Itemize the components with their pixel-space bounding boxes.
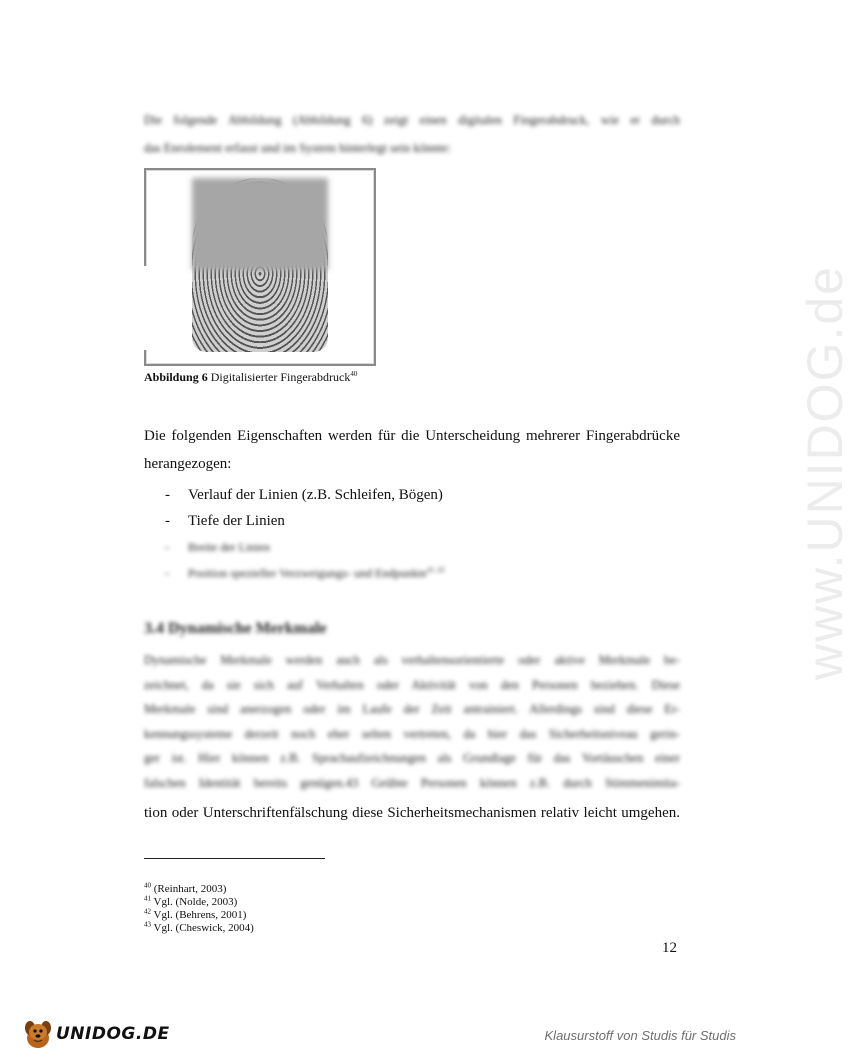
footnotes: [144, 883, 254, 935]
list-item: - Verlauf der Linien (z.B. Schleifen, Bögen): [165, 487, 443, 503]
intro-line-1: Die folgende Abbildung (Abbildung 6) zeigt einen digitalen Fingerabdruck, wie er durch: [144, 113, 680, 127]
paragraph-line: Merkmale sind anerzogen oder im Laufe der Zeit antrainiert. Allerdings sind diese Er-: [144, 702, 680, 716]
fingerprint-image: [192, 178, 328, 352]
section-heading: 3.4 Dynamische Merkmale: [144, 620, 327, 637]
caption-text: Digitalisierter Fingerabdruck: [207, 370, 351, 384]
footnote: $^{42}$ Vgl. (Behrens, 2001): [144, 907, 247, 921]
dog-mascot-icon: [20, 1016, 56, 1052]
intro-paragraph: [144, 106, 680, 162]
watermark-text: www.UNIDOG.de: [797, 265, 853, 680]
properties-line-2: herangezogen:: [144, 456, 232, 472]
paragraph-line: ger ist. Hier können z.B. Sprachaufzeichnungen als Grundlage für das Vortäuschen einer: [144, 751, 680, 765]
caption-label: Abbildung 6: [144, 370, 208, 384]
footnote: $^{40}$ (Reinhart, 2003): [144, 881, 227, 895]
logo-text: UNIDOG.DE: [56, 1024, 170, 1044]
fingerprint-figure: [144, 168, 376, 366]
figure-caption: [144, 370, 357, 385]
caption-footnote-ref: 40: [350, 370, 358, 378]
dynamic-features-paragraph: [144, 648, 680, 795]
footnote-divider: [144, 858, 325, 859]
paragraph-line: Dynamische Merkmale werden auch als verhaltensorientierte oder aktive Merkmale be-: [144, 653, 680, 667]
paragraph-line: zeichnet, da sie sich auf Verhalten oder Aktivität von den Personen beziehen. Diese: [144, 677, 680, 692]
paragraph-last-line: tion oder Unterschriftenfälschung diese Sicherheitsmechanismen relativ leicht umgehen.: [144, 805, 680, 821]
footnote: $^{41}$ Vgl. (Nolde, 2003): [144, 894, 238, 908]
footnote: $^{43}$ Vgl. (Cheswick, 2004): [144, 920, 254, 934]
footer-tagline: Klausurstoff von Studis für Studis: [544, 1028, 736, 1043]
paragraph-line: kennungssysteme derzeit noch eher selten vertreten, da hier das Sicherheitsniveau gerin-: [144, 726, 680, 741]
page-number: 12: [662, 940, 677, 956]
unidog-logo: [20, 1016, 170, 1052]
list-item: - Position spezieller Verzweigungs- und Endpunkte$^{41, 42}$: [165, 566, 445, 580]
intro-line-2: das Enrolement erfasst und im System hinterlegt sein könnte:: [144, 141, 451, 155]
properties-paragraph: [144, 422, 680, 478]
paragraph-line: falschen Identität bereits genügen.43 Geübte Personen können z.B. durch Stimmenimita-: [144, 775, 680, 790]
list-item: - Breite der Linien: [165, 540, 270, 554]
properties-line-1: Die folgenden Eigenschaften werden für die Unterscheidung mehrerer Fingerabdrücke: [144, 428, 680, 444]
properties-list: [165, 482, 665, 586]
list-item: - Tiefe der Linien: [165, 513, 285, 529]
